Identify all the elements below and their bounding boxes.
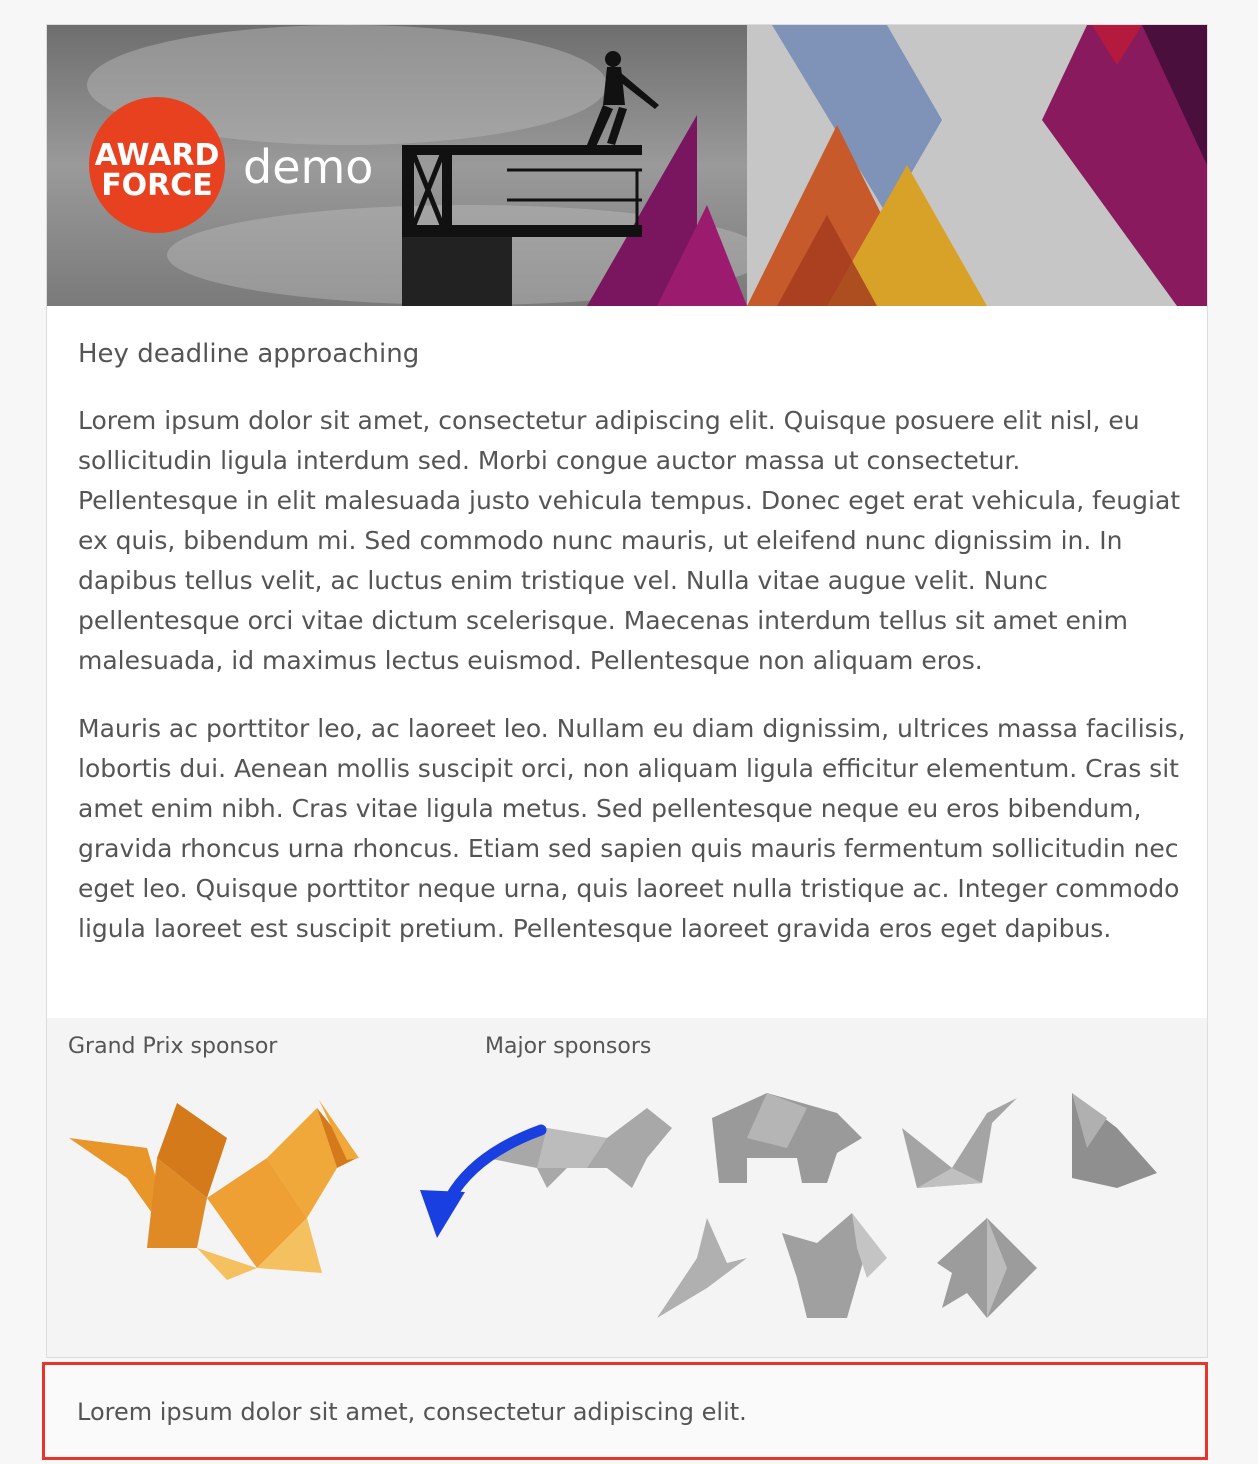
header-banner — [47, 25, 1207, 306]
logo-suffix: demo — [243, 140, 374, 194]
major-sponsor-kangaroo-icon — [782, 1213, 887, 1318]
email-card — [46, 24, 1208, 1358]
greeting: Hey deadline approaching — [78, 339, 420, 369]
major-sponsors-label: Major sponsors — [485, 1034, 652, 1059]
email-body — [78, 335, 1188, 977]
grand-prix-label: Grand Prix sponsor — [68, 1034, 278, 1059]
grand-prix-sponsor-logo-icon — [69, 1100, 359, 1280]
paragraph: Mauris ac porttitor leo, ac laoreet leo. Nullam eu diam dignissim, ultrices massa facilisis, lobortis dui. Aenean mollis suscipit orci, non aliquam ligula efficitur elementum. Cras sit amet enim nibh. Cras vitae ligula metus. Sed pellentesque neque eu eros bibendum, gravida rhoncus urna rhoncus. Etiam sed sapien quis mauris fermentum sollicitudin nec eget leo. Quisque porttitor neque urna, quis laoreet nulla tristique ac. Integer commodo ligula laoreet est suscipit pretium. Pellentesque laoreet gravida eros eget dapibus. — [78, 714, 1186, 943]
major-sponsor-hummingbird-icon — [657, 1218, 747, 1318]
major-sponsor-bear-icon — [712, 1093, 862, 1183]
footer-text: Lorem ipsum dolor sit amet, consectetur adipiscing elit. — [77, 1398, 747, 1426]
paragraph: Lorem ipsum dolor sit amet, consectetur adipiscing elit. Quisque posuere elit nisl, eu sollicitudin ligula interdum sed. Morbi congue auctor massa ut consectetur. Pellentesque in elit malesuada justo vehicula tempus. Donec eget erat vehicula, feugiat ex quis, bibendum mi. Sed commodo nunc mauris, ut eleifend nunc dignissim in. In dapibus tellus velit, ac luctus enim tristique vel. Nulla vitae augue velit. Nunc pellentesque orci vitae dictum scelerisque. Maecenas interdum tellus sit amet enim malesuada, id maximus lectus euismod. Pellentesque non aliquam eros. — [78, 406, 1181, 675]
major-sponsor-swan-icon — [902, 1098, 1017, 1188]
sponsors-section — [47, 1018, 1207, 1358]
logo-line2: FORCE — [101, 168, 213, 203]
logo-line1: AWARD — [94, 138, 220, 173]
major-sponsor-bird-icon — [1072, 1093, 1157, 1188]
footer-highlight-box — [42, 1362, 1208, 1460]
major-sponsor-fox-icon — [487, 1108, 672, 1188]
major-sponsor-fish-icon — [937, 1218, 1037, 1318]
